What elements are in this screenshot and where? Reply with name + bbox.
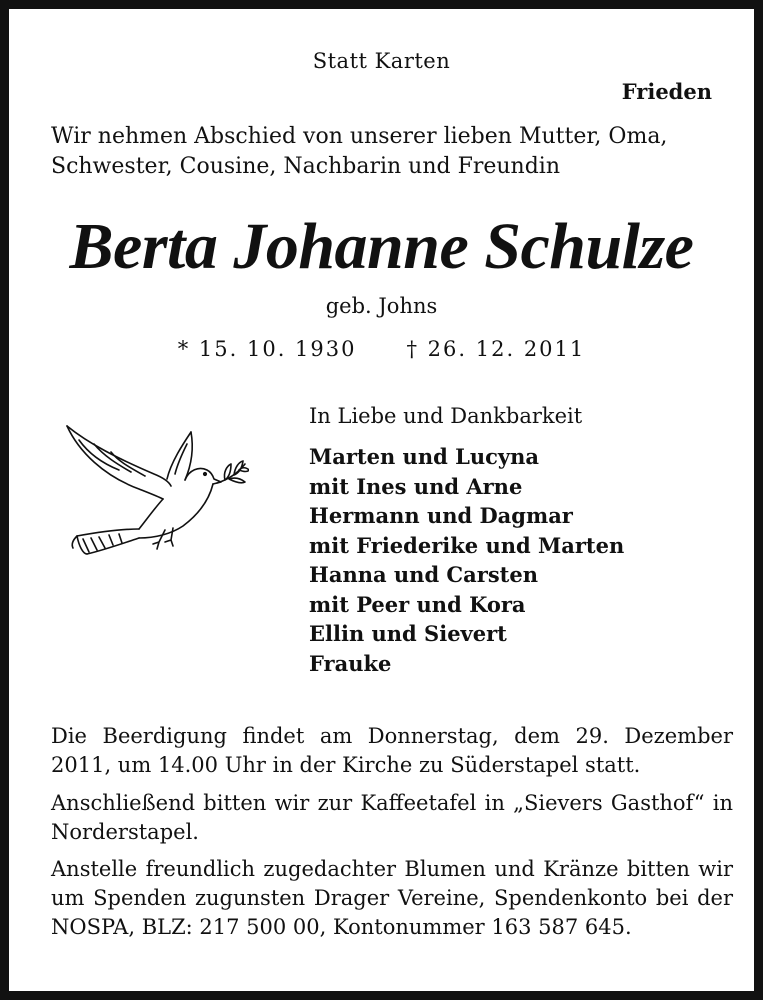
life-dates xyxy=(9,337,754,361)
maiden-name: geb. Johns xyxy=(325,294,438,318)
funeral-details: Die Beerdigung findet am Donnerstag, dem 29. Dezember 2011, um 14.00 Uhr in der Kirche zu Süderstapel statt. xyxy=(51,724,733,777)
mourners-list xyxy=(309,442,624,678)
birth-date: * 15. 10. 1930 xyxy=(177,337,357,361)
mourner-line: mit Ines und Arne xyxy=(309,473,523,499)
dove-with-olive-branch-icon xyxy=(59,404,249,584)
mourner-line: Frauke xyxy=(309,650,392,676)
statt-karten-label: Statt Karten xyxy=(312,49,451,73)
intro-line-2: Schwester, Cousine, Nachbarin und Freundin xyxy=(51,154,561,179)
mourner-line: Marten und Lucyna xyxy=(309,444,539,469)
mourner-line: Hermann und Dagmar xyxy=(309,503,573,528)
intro-line-1: Wir nehmen Abschied von unserer lieben Mutter, Oma, xyxy=(51,124,668,149)
mourner-line: Ellin und Sievert xyxy=(309,621,507,646)
mourner-line: mit Peer und Kora xyxy=(309,591,526,617)
frieden-label: Frieden xyxy=(621,79,712,104)
donation-details: Anstelle freundlich zugedachter Blumen und Kränze bitten wir um Spenden zugunsten Drager Vereine, Spendenkonto bei der NOSPA, BLZ: 217 500 00, Kontonummer 163 587 645. xyxy=(51,857,733,939)
intro-text xyxy=(51,122,731,182)
mourners-intro: In Liebe und Dankbarkeit xyxy=(309,404,583,428)
mourner-line: Hanna und Carsten xyxy=(309,562,538,587)
deceased-name: Berta Johanne Schulze xyxy=(69,210,694,283)
death-date: † 26. 12. 2011 xyxy=(406,337,586,361)
coffee-details: Anschließend bitten wir zur Kaffeetafel in „Sievers Gasthof“ in Norderstapel. xyxy=(51,791,733,844)
mourner-line: mit Friederike und Marten xyxy=(309,532,625,558)
